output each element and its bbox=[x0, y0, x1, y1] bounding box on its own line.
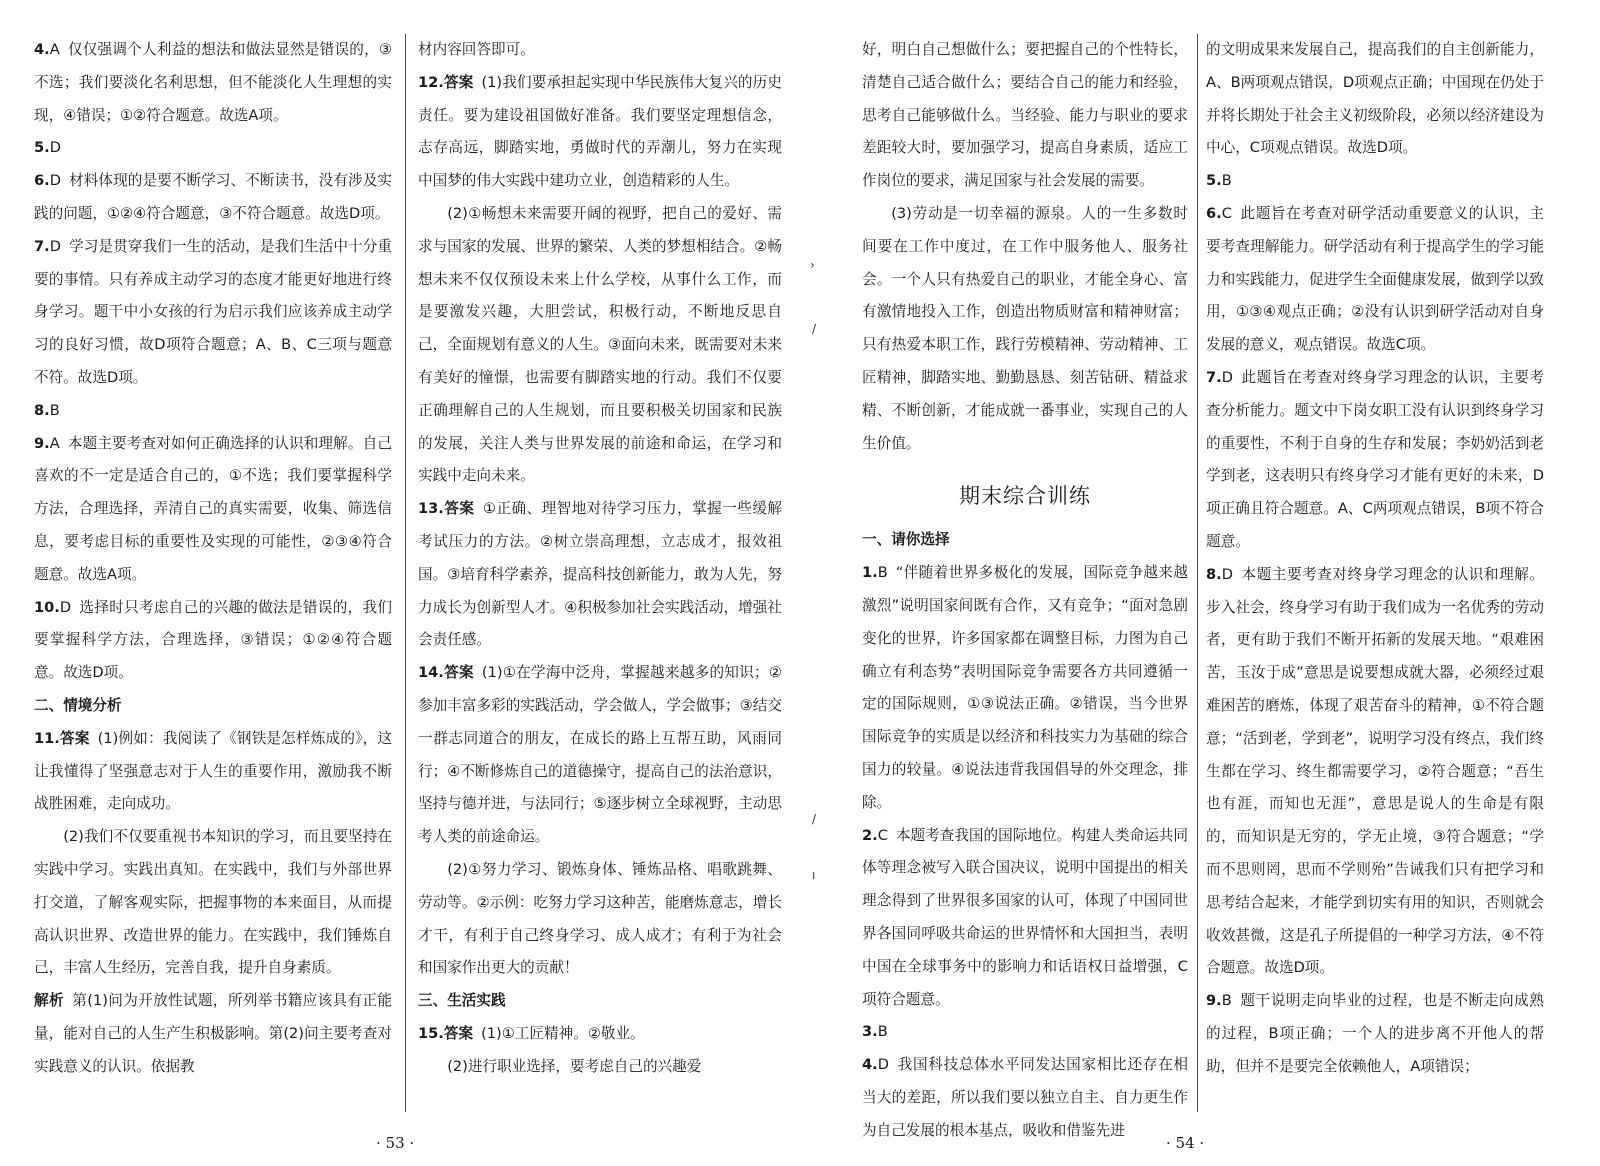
answer-item: 6.D 材料体现的是要不断学习、不断读书，没有涉及实践的问题，①②④符合题意，③不符合题意。故选D项。 bbox=[34, 172, 392, 222]
section-title: 期末综合训练 bbox=[959, 484, 1091, 509]
answer-item: 4.A 仅仅强调个人利益的想法和做法显然是错误的，③不选；我们要淡化名利思想，但不能淡化人生理想的实现，④错误；①②符合题意。故选A项。 bbox=[34, 41, 392, 124]
continued-text: 好，明白自己想做什么；要把握自己的个性特长，清楚自己适合做什么；要结合自己的能力和经验，思考自己能够做什么。当经验、能力与职业的要求差距较大时，要加强学习，提高自身素质，适应工作岗位的要求，满足国家与社会发展的需要。 bbox=[862, 41, 1188, 190]
left-column-1 bbox=[34, 34, 392, 1114]
answer-paragraph: (2)①努力学习、锻炼身体、锤炼品格、唱歌跳舞、劳动等。②示例：吃努力学习这种苦，能磨炼意志，增长才干，有利于自己终身学习、成人成才；有利于为社会和国家作出更大的贡献！ bbox=[418, 860, 782, 977]
right-column-2 bbox=[1206, 34, 1544, 1114]
right-column-1 bbox=[862, 34, 1188, 1139]
answer-item: 8.D 本题主要考查对终身学习理念的认识和理解。步入社会，终身学习有助于我们成为一名优秀的劳动者，更有助于我们不断开拓新的发展天地。“艰难困苦，玉汝于成”意思是说要想成就大器，必须经过艰难困苦的磨炼，体现了艰苦奋斗的精神，①不符合题意；“活到老，学到老”，说明学习没有终点，我们终生都在学习、终生都需要学习，②符合题意；“吾生也有涯，而知也无涯”，意思是说人的生命是有限的，而知识是无穷的，学无止境，③符合题意；“学而不思则罔，思而不学则殆”告诫我们只有把学习和思考结合起来，才能学到切实有用的知识，否则就会收效甚微，这是孔子所提倡的一种学习方法，④不符合题意。故选D项。 bbox=[1206, 565, 1544, 977]
continued-text: 的文明成果来发展自己，提高我们的自主创新能力，A、B两项观点错误，D项观点正确；中国现在仍处于并将长期处于社会主义初级阶段，必须以经济建设为中心，C项观点错误。故选D项。 bbox=[1206, 41, 1544, 157]
answer-paragraph: (2)进行职业选择，要考虑自己的兴趣爱 bbox=[447, 1057, 702, 1075]
answer-item: 2.C 本题考查我国的国际地位。构建人类命运共同体等理念被写入联合国决议，说明中国提出的相关理念得到了世界很多国家的认可，体现了中国同世界各国同呼吸共命运的世界情怀和大国担当，表明中国在全球事务中的影响力和话语权日益增强，C项符合题意。 bbox=[862, 826, 1188, 1008]
section-heading: 三、生活实践 bbox=[418, 992, 506, 1010]
right-page bbox=[836, 0, 1600, 1166]
answer-item: 6.C 此题旨在考查对研学活动重要意义的认识，主要考查理解能力。研学活动有利于提高学生的学习能力和实践能力，促进学生全面健康发展，做到学以致用，①③④观点正确；②没有认识到研学活动对自身发展的意义，观点错误。故选C项。 bbox=[1206, 204, 1544, 354]
answer-item: 11.答案 (1)例如：我阅读了《钢铁是怎样炼成的》，这让我懂得了坚强意志对于人生的重要作用，激励我不断战胜困难，走向成功。 bbox=[34, 729, 392, 813]
left-page bbox=[0, 0, 790, 1166]
column-divider bbox=[405, 34, 406, 1112]
answer-item: 15.答案 (1)①工匠精神。②敬业。 bbox=[418, 1024, 645, 1042]
answer-item: 7.D 学习是贯穿我们一生的活动，是我们生活中十分重要的事情。只有养成主动学习的态度才能更好地进行终身学习。题干中小女孩的行为启示我们应该养成主动学习的良好习惯，故D项符合题意；A、B、C三项与题意不符。故选D项。 bbox=[34, 237, 392, 386]
scan-mark: ı bbox=[812, 868, 816, 882]
page-number: · 54 · bbox=[1166, 1134, 1205, 1152]
answer-paragraph: (2)①畅想未来需要开阔的视野，把自己的爱好、需求与国家的发展、世界的繁荣、人类的梦想相结合。②畅想未来不仅仅预设未来上什么学校，从事什么工作，而是要激发兴趣，大胆尝试，积极行动，不断地反思自己，全面规划有意义的人生。③面向未来，既需要对未来有美好的憧憬，也需要有脚踏实地的行动。我们不仅要正确理解自己的人生规划，而且要积极关切国家和民族的发展，关注人类与世界发展的前途和命运，在学习和实践中走向未来。 bbox=[418, 204, 782, 485]
answer-paragraph: (3)劳动是一切幸福的源泉。人的一生多数时间要在工作中度过，在工作中服务他人、服务社会。一个人只有热爱自己的职业，才能全身心、富有激情地投入工作，创造出物质财富和精神财富；只有热爱本职工作，践行劳模精神、劳动精神、工匠精神，脚踏实地、勤勤恳恳、刻苦钻研、精益求精、不断创新，才能成就一番事业，实现自己的人生价值。 bbox=[862, 204, 1188, 452]
answer-item: 5.D bbox=[34, 139, 61, 157]
continued-text: 材内容回答即可。 bbox=[418, 41, 535, 58]
left-column-2 bbox=[418, 34, 782, 1114]
answer-item: 14.答案 (1)①在学海中泛舟，掌握越来越多的知识；②参加丰富多彩的实践活动，学会做人，学会做事；③结交一群志同道合的朋友，在成长的路上互帮互助，风雨同行；④不断修炼自己的道德操守，提高自己的法治意识，坚持与德并进，与法同行；⑤逐步树立全球视野，主动思考人类的前途命运。 bbox=[418, 664, 782, 846]
scan-mark: › bbox=[810, 258, 815, 272]
answer-paragraph: (2)我们不仅要重视书本知识的学习，而且要坚持在实践中学习。实践出真知。在实践中，我们与外部世界打交道，了解客观实际，把握事物的本来面目，从而提高认识世界、改造世界的能力。在实践中，我们锤炼自己，丰富人生经历，完善自我，提升自身素质。 bbox=[34, 828, 392, 977]
column-divider bbox=[1197, 34, 1198, 1112]
answer-item: 9.B 题干说明走向毕业的过程，也是不断走向成熟的过程，B项正确；一个人的进步离不开他人的帮助，但并不是要完全依赖他人，A项错误； bbox=[1206, 992, 1544, 1075]
answer-item: 7.D 此题旨在考查对终身学习理念的认识，主要考查分析能力。题文中下岗女职工没有认识到终身学习的重要性，不利于自身的生存和发展；李奶奶活到老学到老，这表明只有终身学习才能有更好的未来，D项正确且符合题意。A、C两项观点错误，B项不符合题意。 bbox=[1206, 368, 1544, 550]
analysis-paragraph: 解析 第(1)问为开放性试题，所列举书籍应该具有正能量，能对自己的人生产生积极影响。第(2)问主要考查对实践意义的认识。依据教 bbox=[34, 992, 392, 1075]
answer-item: 13.答案 ①正确、理智地对待学习压力，掌握一些缓解考试压力的方法。②树立崇高理想，立志成才，报效祖国。③培育科学素养，提高科技创新能力，敢为人先，努力成长为创新型人才。④积极参加社会实践活动，增强社会责任感。 bbox=[418, 500, 782, 649]
answer-item: 9.A 本题主要考查对如何正确选择的认识和理解。自己喜欢的不一定是适合自己的，①不选；我们要掌握科学方法，合理选择，弄清自己的真实需要，收集、筛选信息，要考虑目标的重要性及实现的可能性，②③④符合题意。故选A项。 bbox=[34, 434, 392, 583]
answer-item: 1.B “伴随着世界多极化的发展，国际竞争越来越激烈”说明国家间既有合作，又有竞争；“面对急剧变化的世界，许多国家都在调整目标，力图为自己确立有利态势”表明国际竞争需要各方共同遵循一定的国际规则，①③说法正确。②错误，当今世界国际竞争的实质是以经济和科技实力为基础的综合国力的较量。④说法违背我国倡导的外交理念，排除。 bbox=[862, 564, 1188, 811]
answer-item: 8.B bbox=[34, 401, 60, 419]
answer-item: 3.B bbox=[862, 1023, 888, 1041]
scan-mark: / bbox=[812, 812, 817, 826]
scan-mark: / bbox=[812, 322, 817, 336]
answer-item: 10.D 选择时只考虑自己的兴趣的做法是错误的，我们要掌握科学方法，合理选择，③错误；①②④符合题意。故选D项。 bbox=[34, 598, 392, 682]
section-heading: 一、请你选择 bbox=[862, 531, 950, 549]
answer-item: 4.D 我国科技总体水平同发达国家相比还存在相当大的差距，所以我们要以独立自主、自力更生作为自己发展的根本基点，吸收和借鉴先进 bbox=[862, 1056, 1188, 1139]
answer-item: 12.答案 (1)我们要承担起实现中华民族伟大复兴的历史责任。要为建设祖国做好准备。我们要坚定理想信念，志存高远，脚踏实地，勇做时代的弄潮儿，努力在实现中国梦的伟大实践中建功立业，创造精彩的人生。 bbox=[418, 73, 782, 190]
answer-item: 5.B bbox=[1206, 172, 1232, 190]
section-heading: 二、情境分析 bbox=[34, 696, 122, 714]
page-number: · 53 · bbox=[376, 1134, 415, 1152]
